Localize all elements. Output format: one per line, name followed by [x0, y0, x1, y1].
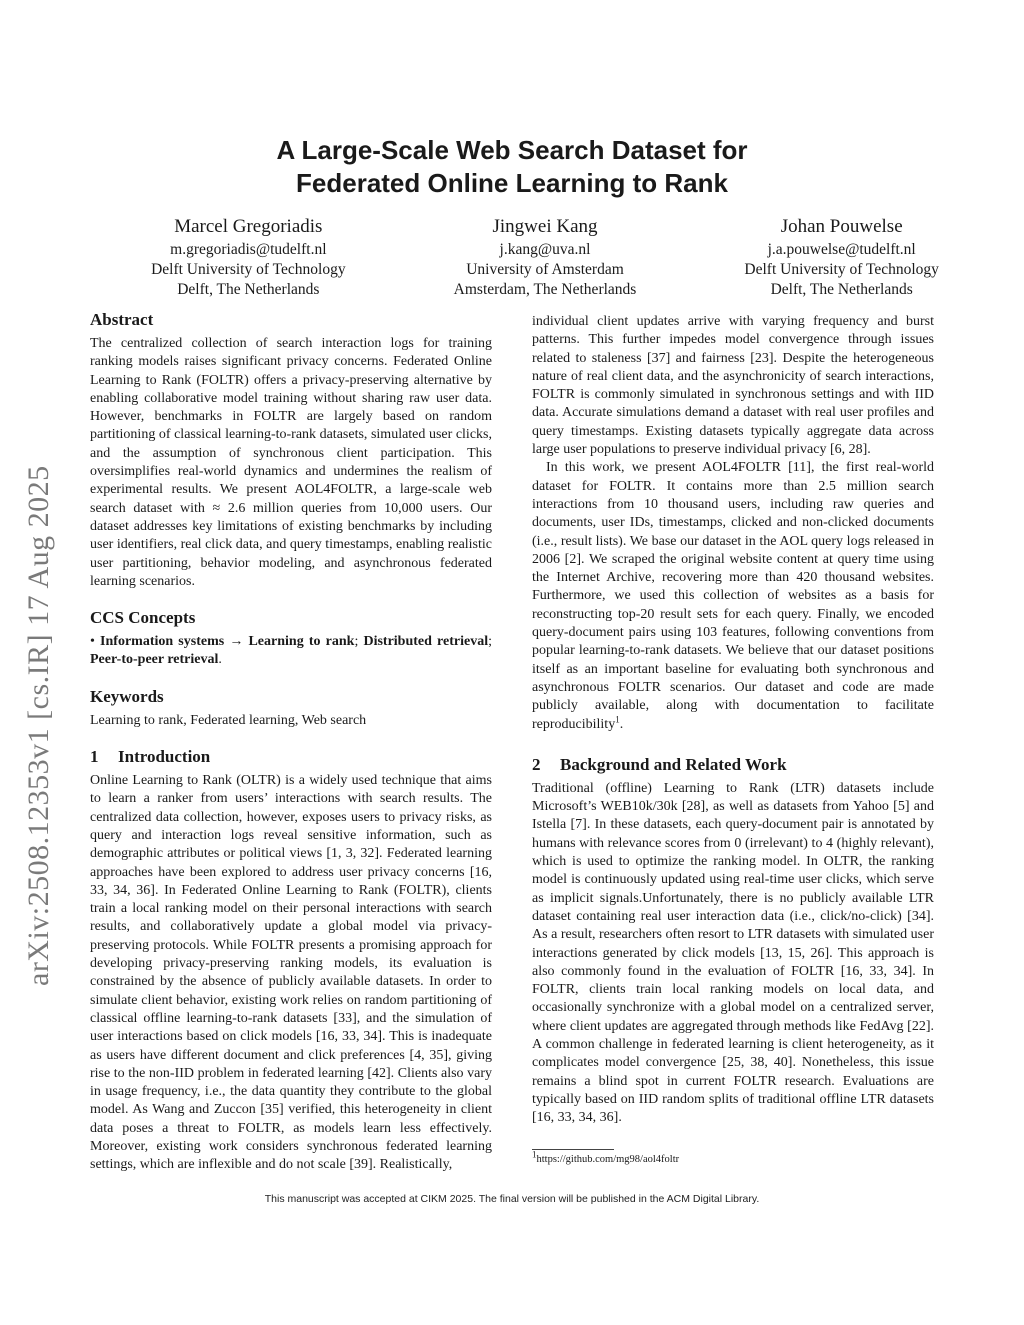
footnote	[532, 1149, 934, 1167]
acceptance-note: This manuscript was accepted at CIKM 2025. The final version will be published in the ACM Digital Library.	[264, 1193, 760, 1205]
author-3	[693, 215, 990, 300]
section-title: Background and Related Work	[560, 754, 787, 774]
paper-title	[0, 134, 1024, 200]
abstract-text: The centralized collection of search interaction logs for training ranking models raises significant privacy concerns. Federated Online Learning to Rank (FOLTR) offers a privacy-preserving alternative by enabling collaborative model training without sharing raw user data. However, benchmarks in FOLTR are largely based on random partitioning of classical learning-to-rank datasets, simulated user clicks, and the assumption of synchronous client participation. This oversimplifies real-world dynamics and undermines the realism of experimental results. We present AOL4FOLTR, a large-scale web search dataset with ≈ 2.6 million queries from 10,000 users. Our dataset addresses key limitations of existing benchmarks by including user identifiers, real click data, and query timestamps, enabling realistic user partitioning, behavior modeling, and asynchronous federated learning scenarios.	[90, 336, 492, 589]
keywords-text: Learning to rank, Federated learning, Web search	[90, 712, 367, 728]
section-title: Introduction	[118, 747, 211, 767]
ccs-term: Distributed retrieval	[363, 634, 489, 650]
intro-paragraph-1-continued: individual client updates arrive with varying frequency and burst patterns. This further impedes model convergence through issues related to staleness [37] and fairness [23]. Despite the heterogeneous nature of real client data, and the asynchronicity of search interactions, FOLTR is commonly simulated in synchronous settings and with IID data. Accurate simulations demand a dataset with real user profiles and query timestamps. Existing datasets typically aggregate data across large user populations to preserve individual privacy [6, 28].	[532, 314, 934, 458]
arxiv-identifier: arXiv:2508.12353v1 [cs.IR] 17 Aug 2025	[22, 465, 55, 986]
section-number: 1	[90, 747, 99, 767]
author-affiliation: Delft University of Technology	[151, 261, 346, 278]
ccs-term: Peer-to-peer retrieval	[90, 652, 219, 668]
author-location: Delft, The Netherlands	[770, 281, 913, 298]
author-block	[100, 215, 990, 300]
author-name: Jingwei Kang	[492, 216, 598, 237]
author-name: Johan Pouwelse	[780, 216, 903, 237]
ccs-end: .	[218, 652, 222, 668]
author-name: Marcel Gregoriadis	[174, 216, 323, 237]
abstract-heading: Abstract	[90, 310, 154, 329]
footnote-number: 1	[532, 1149, 537, 1160]
ccs-heading: CCS Concepts	[90, 608, 196, 628]
author-location: Amsterdam, The Netherlands	[453, 281, 637, 298]
background-heading	[532, 754, 934, 776]
author-1	[100, 215, 397, 300]
title-line-2: Federated Online Learning to Rank	[296, 168, 728, 198]
background-paragraph-1: Traditional (offline) Learning to Rank (LTR) datasets include Microsoft’s WEB10k/30k [28], as well as datasets from Yahoo [5] and Istella [7]. In these datasets, each query-document pair is annotated by humans with relevance scores from 0 (irrelevant) to 4 (highly relevant), which is used to optimize the ranking model. In OLTR, the ranking model is continuously updated using real-time user clicks, which serve as implicit signals.Unfortunately, there is no publicly available LTR dataset containing real user interaction data (i.e., click/no-click) [34]. As a result, researchers often resort to LTR datasets with simulated user interactions generated by click models [13, 15, 26]. This approach is also commonly found in the evaluation of FOLTR [16, 33, 34]. In FOLTR, clients train local ranking models on local data, and occasionally synchronize with a global model on a centralized server, where client updates are aggregated through methods like FedAvg [22]. A common challenge in federated learning is client heterogeneity, as it complicates model convergence [25, 38, 40]. Nonetheless, this issue remains a blind spot in current FOLTR research. Evaluations are typically based on IID random splits of traditional offline LTR datasets [16, 33, 34, 36].	[532, 780, 934, 1126]
intro-paragraph-2	[532, 459, 934, 733]
ccs-term: Information systems	[100, 634, 225, 650]
introduction-heading	[90, 746, 492, 768]
author-affiliation: University of Amsterdam	[466, 261, 624, 278]
ccs-separator: ;	[488, 634, 492, 650]
author-email: m.gregoriadis@tudelft.nl	[170, 241, 327, 258]
ccs-concepts	[90, 633, 492, 670]
title-line-1: A Large-Scale Web Search Dataset for	[276, 135, 748, 165]
intro-paragraph-2-end: .	[619, 716, 624, 732]
author-email: j.kang@uva.nl	[499, 241, 591, 258]
footnote-marker: 1	[615, 713, 620, 724]
footnote-divider	[532, 1149, 614, 1150]
intro-paragraph-1: Online Learning to Rank (OLTR) is a widely used technique that aims to learn a ranker from users’ interactions with search results. The centralized data collection, however, exposes users to privacy risks, as query and interaction logs reveal sensitive information, such as demographic attributes or political views [1, 3, 32]. Federated learning approaches have been explored to address user privacy concerns [16, 33, 34, 36]. In Federated Online Learning to Rank (FOLTR), clients train a local ranking model on their personal interactions with search results, and collaboratively update a global model via privacy-preserving protocols. While FOLTR presents a promising approach for developing privacy-preserving ranking models, its evaluation is constrained by the absence of publicly available datasets. In order to simulate client behavior, existing work relies on random partitioning of classical offline learning-to-rank datasets [33], and the simulation of user interactions based on click models [16, 33, 34]. This is inadequate as users have different document and click preferences [4, 35], giving rise to the non-IID problem in federated learning [42]. Clients also vary in usage frequency, i.e., the data quantity they contribute to the global model. As Wang and Zuccon [35] verified, this heterogeneity in client data poses a threat to FOLTR, as models learn less effectively. Moreover, existing work considers synchronous federated learning settings, which are inflexible and do not scale [39]. Realistically,	[90, 773, 492, 1173]
footnote-link[interactable]: https://github.com/mg98/aol4foltr	[536, 1154, 680, 1166]
ccs-arrow: →	[224, 634, 249, 650]
right-column	[532, 313, 934, 1167]
section-number: 2	[532, 754, 541, 774]
author-2	[397, 215, 694, 300]
left-column	[90, 309, 492, 1175]
ccs-bullet: •	[90, 634, 95, 650]
ccs-term: Learning to rank	[248, 634, 355, 650]
ccs-separator: ;	[354, 634, 364, 650]
author-affiliation: Delft University of Technology	[744, 261, 939, 278]
author-email: j.a.pouwelse@tudelft.nl	[767, 241, 916, 258]
intro-paragraph-2-text: In this work, we present AOL4FOLTR [11], the first real-world dataset for FOLTR. It contains more than 2.5 million search interactions from 10 thousand users, including raw queries and documents, user IDs, timestamps, clicked and non-clicked documents (i.e., result lists). We base our dataset in the AOL query logs released in 2006 [2]. We scraped the original website content at query time using the Internet Archive, recovering more than 420 thousand websites. Furthermore, we used this collection of websites as a basis for reconstructing top-20 result sets for each query. Finally, we encoded query-document pairs using 103 features, following conventions from popular learning-to-rank datasets. We believe that our dataset positions itself as an important baseline for evaluating both synchronous and asynchronous FOLTR scenarios. Our dataset and code are made publicly available, along with documentation to facilitate reproducibility	[532, 460, 934, 732]
author-location: Delft, The Netherlands	[177, 281, 320, 298]
keywords-heading: Keywords	[90, 686, 164, 706]
